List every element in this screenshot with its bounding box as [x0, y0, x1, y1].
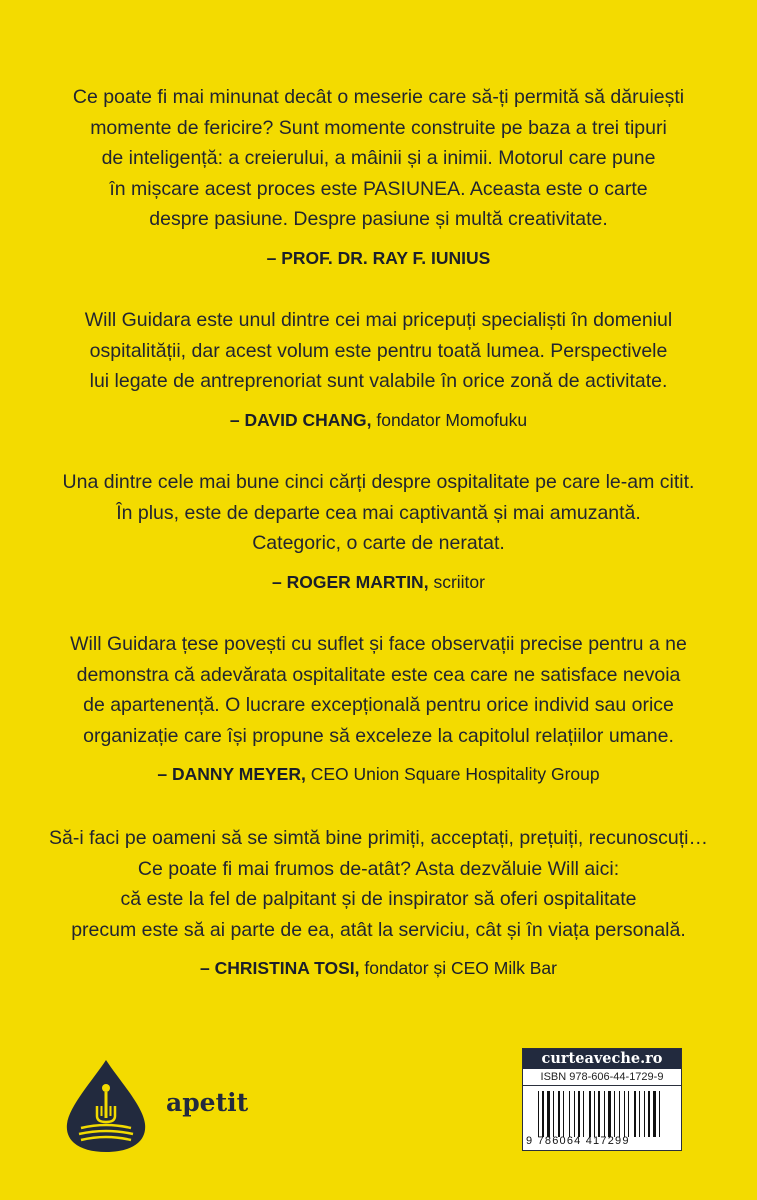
- quote-attribution: [0, 410, 757, 431]
- isbn-number: ISBN 978-606-44-1729-9: [523, 1069, 681, 1086]
- quote-block-3: [0, 467, 757, 593]
- barcode-bar: [553, 1091, 554, 1137]
- quote-line: organizație care își propune să exceleze la capitolul relațiilor umane.: [83, 724, 674, 747]
- quote-line: Una dintre cele mai bune cinci cărți despre ospitalitate pe care le-am citit.: [62, 471, 695, 493]
- quote-line: Ce poate fi mai frumos de-atât? Asta dezvăluie Will aici:: [137, 857, 620, 880]
- barcode-bar: [608, 1091, 611, 1137]
- barcode-bar: [547, 1091, 550, 1137]
- barcode-digits: 9 786064 417299: [526, 1135, 630, 1147]
- barcode-bar: [538, 1091, 539, 1137]
- quote-line: Will Guidara țese povești cu suflet și face observații precise pentru a ne: [70, 633, 687, 655]
- publisher-logo-mark: [63, 1058, 149, 1154]
- quote-line: lui legate de antreprenoriat sunt valabile în orice zonă de activitate.: [89, 370, 668, 392]
- barcode-bar: [563, 1091, 564, 1137]
- quote-line: în mișcare acest proces este PASIUNEA. Aceasta este o carte: [109, 177, 648, 200]
- barcode-bar: [574, 1091, 575, 1137]
- barcode-bar: [598, 1091, 600, 1137]
- barcode-bar: [614, 1091, 615, 1137]
- quote-line: momente de fericire? Sunt momente construite pe baza a trei tipuri: [90, 116, 667, 139]
- barcode-bar: [604, 1091, 605, 1137]
- author-name: – DANNY MEYER,: [157, 764, 306, 784]
- barcode-bar: [653, 1091, 656, 1137]
- publisher-website: curteaveche.ro: [523, 1049, 681, 1069]
- quote-line: despre pasiune. Despre pasiune și multă creativitate.: [149, 208, 608, 230]
- quote-line: că este la fel de palpitant și de inspirator să oferi ospitalitate: [120, 888, 637, 910]
- barcode-bar: [624, 1091, 625, 1137]
- quote-block-5: [0, 823, 757, 979]
- author-role: scriitor: [433, 571, 485, 592]
- barcode-bar: [644, 1091, 645, 1137]
- quote-line: Categoric, o carte de neratat.: [252, 532, 505, 554]
- barcode-bar: [542, 1091, 544, 1137]
- barcode-bar: [594, 1091, 595, 1137]
- barcode-bar: [589, 1091, 591, 1137]
- quote-block-1: [0, 82, 757, 269]
- imprint-name: apetit: [166, 1088, 249, 1117]
- quote-line: precum este să ai parte de ea, atât la serviciu, cât și în viața personală.: [71, 918, 686, 941]
- barcode-bar: [583, 1091, 584, 1137]
- quote-line: Să-i faci pe oameni să se simtă bine primiți, acceptați, prețuiți, recunoscuți…: [49, 827, 708, 849]
- barcode-bar: [558, 1091, 560, 1137]
- quote-line: demonstra că adevărata ospitalitate este cea care ne satisface nevoia: [76, 663, 681, 686]
- quote-line: Ce poate fi mai minunat decât o meserie care să-ți permită să dăruiești: [72, 86, 685, 108]
- isbn-barcode-box: [522, 1048, 682, 1151]
- author-role: fondator Momofuku: [376, 409, 528, 430]
- author-role: CEO Union Square Hospitality Group: [310, 764, 600, 784]
- quote-line: ospitalității, dar acest volum este pentru toată lumea. Perspectivele: [89, 339, 668, 362]
- quote-line: de apartenență. O lucrare excepțională pentru orice individ sau orice: [83, 694, 674, 716]
- quote-attribution: [0, 572, 757, 593]
- barcode-bar: [578, 1091, 580, 1137]
- barcode-bar: [619, 1091, 620, 1137]
- quote-line: Will Guidara este unul dintre cei mai pricepuți specialiști în domeniul: [84, 309, 673, 331]
- barcode-bar: [634, 1091, 636, 1137]
- barcode-bar: [639, 1091, 640, 1137]
- barcode: [538, 1091, 676, 1137]
- quote-attribution: [0, 958, 757, 979]
- quote-attribution: [0, 764, 757, 785]
- pasta-fork-icon: [63, 1058, 149, 1159]
- barcode-bar: [628, 1091, 629, 1137]
- author-name: – PROF. DR. RAY F. IUNIUS: [266, 247, 491, 268]
- quote-line: de inteligență: a creierului, a mâinii și a inimii. Motorul care pune: [101, 147, 656, 169]
- quote-attribution: [0, 248, 757, 269]
- author-name: – DAVID CHANG,: [229, 409, 372, 430]
- quote-line: În plus, este de departe cea mai captivantă și mai amuzantă.: [116, 501, 641, 524]
- quote-block-4: [0, 629, 757, 785]
- barcode-bar: [569, 1091, 570, 1137]
- barcode-bar: [659, 1091, 660, 1137]
- author-name: – CHRISTINA TOSI,: [200, 958, 360, 978]
- barcode-bar: [648, 1091, 650, 1137]
- author-name: – ROGER MARTIN,: [272, 571, 429, 592]
- author-role: fondator și CEO Milk Bar: [364, 958, 557, 978]
- quote-block-2: [0, 305, 757, 431]
